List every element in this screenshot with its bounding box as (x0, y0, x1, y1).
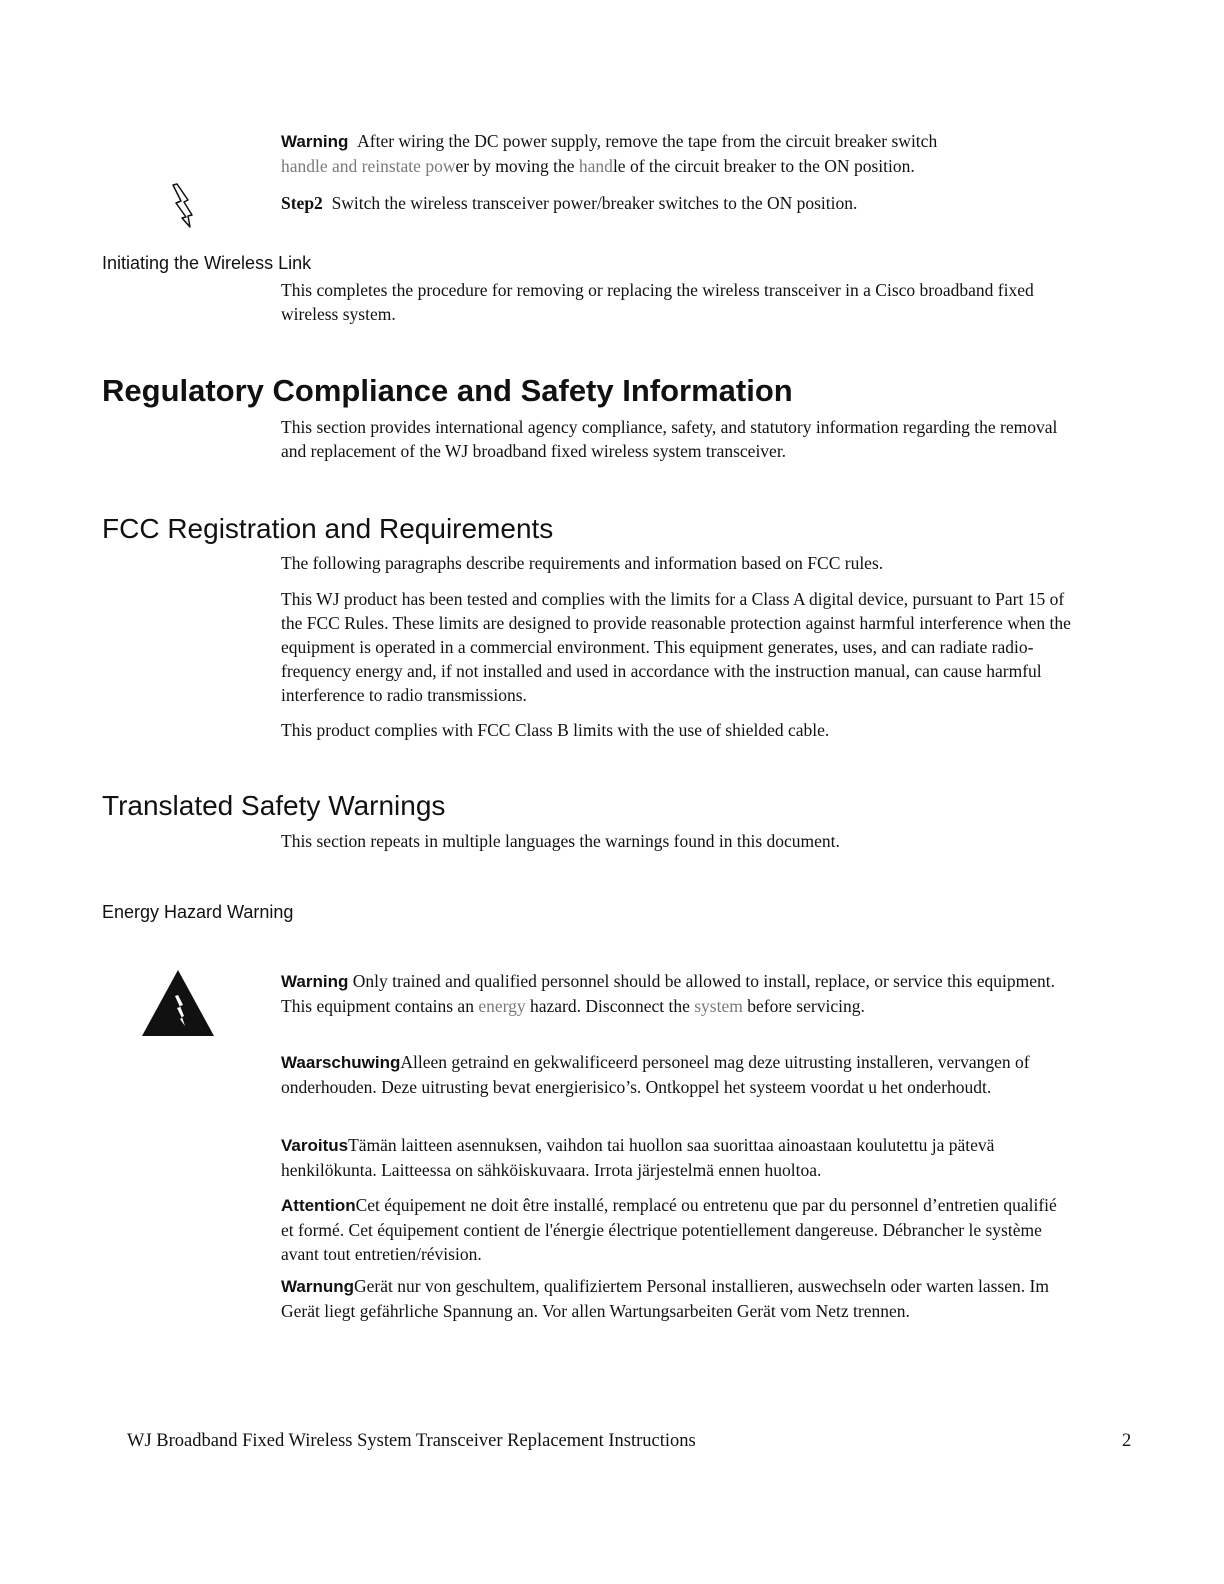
fcc-para-1: The following paragraphs describe requirements and information based on FCC rules. (281, 553, 884, 573)
step-2-label: Step2 (281, 193, 323, 213)
lightning-bolt-icon (170, 183, 196, 229)
energy-warning-en-mid: hazard. Disconnect the (525, 996, 695, 1016)
energy-warning-en (281, 969, 1071, 1018)
energy-warning-de (281, 1274, 1071, 1323)
energy-warning-en-faded-2: system (694, 996, 743, 1016)
energy-warning-de-text: Gerät nur von geschultem, qualifiziertem Personal installieren, auswechseln oder warten lassen. Im Gerät liegt gefährliche Spannung an. Vor allen Wartungsarbeiten Gerät vom Netz trennen. (281, 1276, 1049, 1321)
warning-triangle-lightning-icon (140, 968, 216, 1038)
step-2-text: Switch the wireless transceiver power/breaker switches to the ON position. (331, 193, 858, 213)
top-warning-label: Warning (281, 132, 349, 151)
fcc-para-3: This product complies with FCC Class B limits with the use of shielded cable. (281, 720, 830, 740)
fcc-heading: FCC Registration and Requirements (102, 513, 554, 544)
energy-warning-en-pre: Only trained and qualified personnel should be allowed to install, replace, or service this equipment. This equipment contains an (281, 971, 1055, 1016)
regulatory-text: This section provides international agency compliance, safety, and statutory information regarding the removal and replacement of the WJ broadband fixed wireless system transceiver. (281, 417, 1058, 461)
top-warning-text-a: After wiring the DC power supply, remove the tape from the circuit breaker switch (357, 131, 938, 151)
energy-warning-nl-label: Waarschuwing (281, 1053, 401, 1072)
top-warning-faded-2: hand (578, 156, 613, 176)
energy-warning-fi (281, 1133, 1071, 1182)
translated-text: This section repeats in multiple languages the warnings found in this document. (281, 831, 840, 851)
top-warning-text-end: le of the circuit breaker to the ON position. (612, 156, 915, 176)
initiating-heading: Initiating the Wireless Link (102, 253, 312, 273)
initiating-text: This completes the procedure for removing or replacing the wireless transceiver in a Cisco broadband fixed wireless system. (281, 280, 1034, 324)
energy-warning-nl (281, 1050, 1071, 1099)
energy-warning-fr-label: Attention (281, 1196, 356, 1215)
energy-warning-fr (281, 1193, 1071, 1266)
energy-warning-de-label: Warnung (281, 1277, 355, 1296)
translated-heading: Translated Safety Warnings (102, 790, 446, 821)
energy-heading: Energy Hazard Warning (102, 902, 294, 922)
energy-warning-en-faded-1: energy (478, 996, 526, 1016)
step-2 (281, 191, 1071, 215)
footer-title: WJ Broadband Fixed Wireless System Transceiver Replacement Instructions (127, 1431, 696, 1451)
energy-warning-en-label: Warning (281, 972, 349, 991)
top-warning-faded-1: handle and reinstate pow (281, 156, 456, 176)
fcc-para-2: This WJ product has been tested and complies with the limits for a Class A digital device, pursuant to Part 15 of the FCC Rules. These limits are designed to provide reasonable protection against harmful interference when the equipment is operated in a commercial environment. This equipment generates, uses, and can radiate radio-frequency energy and, if not installed and used in accordance with the instruction manual, can cause harmful interference to radio transmissions. (281, 589, 1071, 705)
energy-warning-fi-label: Varoitus (281, 1136, 349, 1155)
top-warning (281, 129, 1071, 178)
energy-warning-fr-text: Cet équipement ne doit être installé, remplacé ou entretenu que par du personnel d’entretien qualifié et formé. Cet équipement contient de l'énergie électrique potentiellement dangereuse. Débrancher le système avant tout entretien/révision. (281, 1195, 1057, 1264)
regulatory-heading: Regulatory Compliance and Safety Information (102, 373, 793, 408)
energy-warning-fi-text: Tämän laitteen asennuksen, vaihdon tai huollon saa suorittaa ainoastaan koulutettu ja pätevä henkilökunta. Laitteessa on sähköiskuvaara. Irrota järjestelmä ennen huoltoa. (281, 1135, 995, 1180)
energy-warning-en-post: before servicing. (742, 996, 865, 1016)
page-number: 2 (1122, 1431, 1132, 1451)
top-warning-text-b: er by moving the (455, 156, 579, 176)
energy-warning-nl-text: Alleen getraind en gekwalificeerd personeel mag deze uitrusting installeren, vervangen of onderhouden. Deze uitrusting bevat energierisico’s. Ontkoppel het systeem voordat u het onderhoudt. (281, 1052, 1030, 1097)
